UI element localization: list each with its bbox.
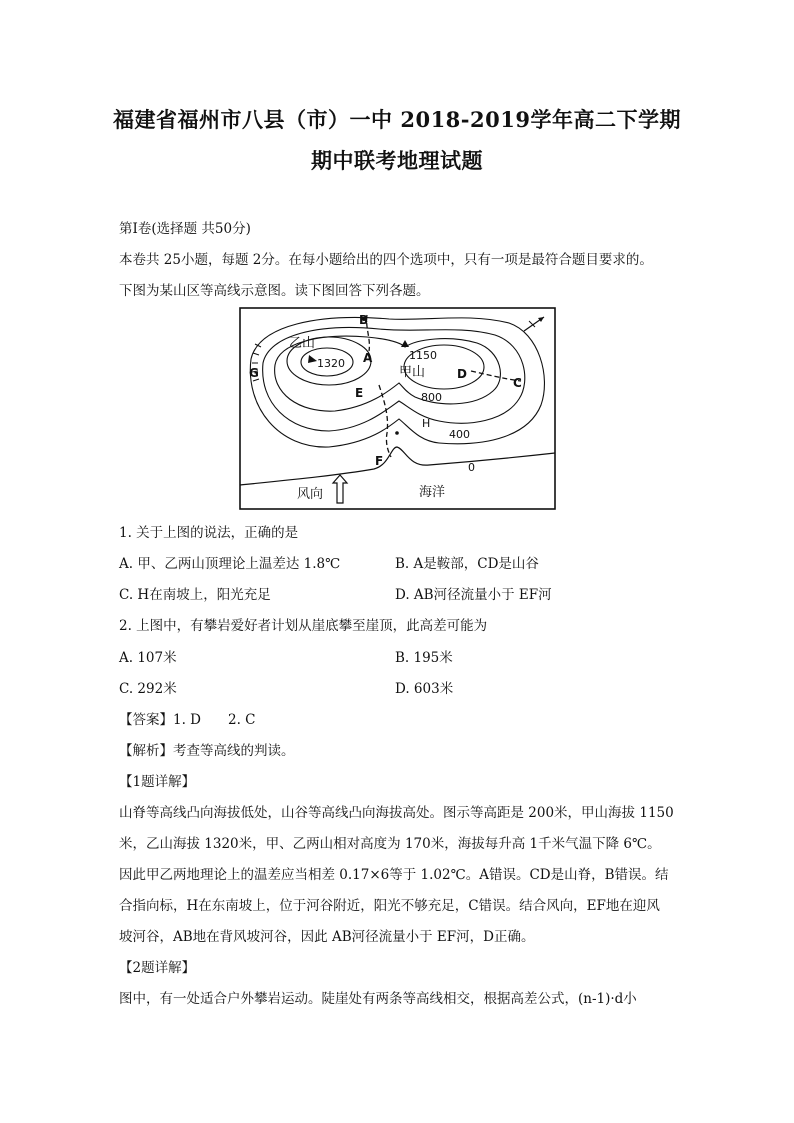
detail-1-line: 坡河谷，AB地在背风坡河谷，因此 AB河径流量小于 EF河，D正确。 [119,929,535,945]
point-h [395,431,399,435]
contour-map [239,307,556,510]
question-2-stem: 2. 上图中，有攀岩爱好者计划从崖底攀至崖顶，此高差可能为 [119,618,488,634]
intro-text: 本卷共 25小题，每题 2分。在每小题给出的四个选项中，只有一项是最符合题目要求的。 [119,252,653,268]
question-2-option-a: A. 107米 [119,650,177,666]
question-1-option-c: C. H在南坡上，阳光充足 [119,587,271,603]
label-jia-shan: 甲山 [399,365,426,380]
label-e: E [355,386,364,400]
section-heading: 第Ⅰ卷(选择题 共50分) [119,221,251,237]
analysis-line: 【解析】考查等高线的判读。 [119,743,295,759]
question-1-stem: 1. 关于上图的说法，正确的是 [119,525,299,541]
label-h: H [422,417,431,430]
label-sea: 海洋 [419,485,446,500]
label-1320: 1320 [317,357,345,370]
title-line-1: 福建省福州市八县（市）一中 2018-2019学年高二下学期 [113,107,681,132]
question-2-option-c: C. 292米 [119,681,177,697]
detail-2-heading: 【2题详解】 [119,960,196,976]
label-400: 400 [449,428,470,441]
detail-1-line: 山脊等高线凸向海拔低处，山谷等高线凸向海拔高处。图示等高距是 200米，甲山海拔 1150 [119,805,674,821]
detail-1-line: 合指向标，H在东南坡上，位于河谷附近，阳光不够充足，C错误。结合风向，EF地在迎风 [119,898,660,914]
label-yi-shan: 乙山 [289,336,316,351]
figure-prompt: 下图为某山区等高线示意图。读下图回答下列各题。 [119,283,430,299]
label-wind: 风向 [297,487,324,502]
detail-1-line: 米，乙山海拔 1320米，甲、乙两山相对高度为 170米，海拔每升高 1千米气温下降 6℃。 [119,836,661,852]
detail-1-line: 因此甲乙两地理论上的温差应当相差 0.17×6等于 1.02℃。A错误。CD是山脊，B错误。结 [119,867,669,883]
detail-2-line: 图中，有一处适合户外攀岩运动。陡崖处有两条等高线相交，根据高差公式，(n-1)·d小 [119,991,637,1007]
label-f: F [375,454,384,468]
label-d: D [457,367,467,381]
label-800: 800 [421,391,442,404]
label-c: C [513,376,522,390]
contour-map-figure [239,307,556,510]
label-a: A [363,351,373,365]
detail-1-heading: 【1题详解】 [119,774,196,790]
label-g: G [249,366,259,380]
title-line-2: 期中联考地理试题 [311,148,483,173]
question-1-option-a: A. 甲、乙两山顶理论上温差达 1.8℃ [119,556,341,572]
question-2-option-d: D. 603米 [395,681,454,697]
question-2-option-b: B. 195米 [395,650,453,666]
label-1150: 1150 [409,349,437,362]
answer-line: 【答案】1. D 2. C [119,712,256,728]
question-1-option-b: B. A是鞍部，CD是山谷 [395,556,539,572]
question-1-option-d: D. AB河径流量小于 EF河 [395,587,552,603]
label-0: 0 [468,461,475,474]
label-b: B [359,313,369,327]
